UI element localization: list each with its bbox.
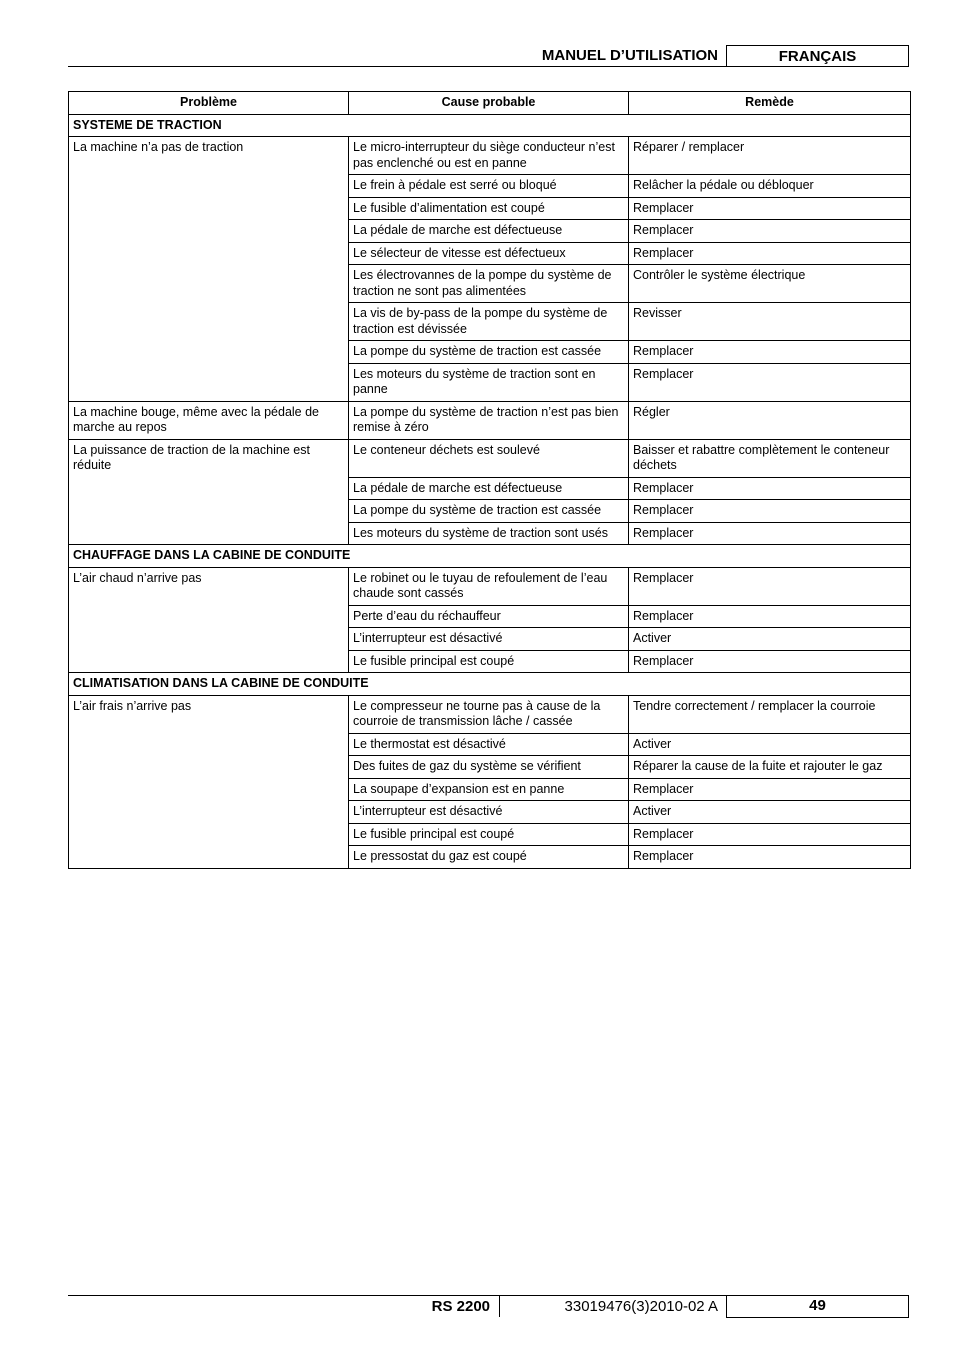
- remedy-cell: Remplacer: [629, 650, 911, 673]
- remedy-cell: Contrôler le système électrique: [629, 265, 911, 303]
- remedy-cell: Activer: [629, 733, 911, 756]
- section-row: [69, 673, 911, 696]
- problem-cell: L’air frais n’arrive pas: [69, 695, 349, 868]
- cause-cell: Des fuites de gaz du système se vérifient: [349, 756, 629, 779]
- section-row: [69, 545, 911, 568]
- cause-cell: Le fusible principal est coupé: [349, 823, 629, 846]
- page-number: 49: [726, 1296, 909, 1318]
- footer-separator: [499, 1296, 500, 1317]
- cause-cell: Le micro-interrupteur du siège conducteur n’est pas enclenché ou est en panne: [349, 137, 629, 175]
- section-row: [69, 114, 911, 137]
- remedy-cell: Réparer / remplacer: [629, 137, 911, 175]
- language-label: FRANÇAIS: [726, 45, 909, 66]
- table-header-row: [69, 92, 911, 115]
- cause-cell: La vis de by-pass de la pompe du système de traction est dévissée: [349, 303, 629, 341]
- remedy-cell: Activer: [629, 628, 911, 651]
- remedy-cell: Relâcher la pédale ou débloquer: [629, 175, 911, 198]
- cause-cell: L’interrupteur est désactivé: [349, 628, 629, 651]
- cause-cell: La pédale de marche est défectueuse: [349, 220, 629, 243]
- remedy-cell: Remplacer: [629, 605, 911, 628]
- table-row: [69, 401, 911, 439]
- remedy-cell: Remplacer: [629, 500, 911, 523]
- column-header-cause: Cause probable: [349, 92, 629, 115]
- remedy-cell: Tendre correctement / remplacer la courroie: [629, 695, 911, 733]
- header-rule: [68, 66, 909, 67]
- cause-cell: Le robinet ou le tuyau de refoulement de l’eau chaude sont cassés: [349, 567, 629, 605]
- table-row: [69, 567, 911, 605]
- remedy-cell: Remplacer: [629, 823, 911, 846]
- cause-cell: Les moteurs du système de traction sont en panne: [349, 363, 629, 401]
- section-title: SYSTEME DE TRACTION: [69, 114, 911, 137]
- remedy-cell: Régler: [629, 401, 911, 439]
- cause-cell: La pompe du système de traction n’est pas bien remise à zéro: [349, 401, 629, 439]
- cause-cell: Le fusible d’alimentation est coupé: [349, 197, 629, 220]
- cause-cell: Le pressostat du gaz est coupé: [349, 846, 629, 869]
- cause-cell: Le conteneur déchets est soulevé: [349, 439, 629, 477]
- cause-cell: La pompe du système de traction est cassée: [349, 500, 629, 523]
- column-header-remedy: Remède: [629, 92, 911, 115]
- remedy-cell: Remplacer: [629, 477, 911, 500]
- table-row: [69, 439, 911, 477]
- remedy-cell: Revisser: [629, 303, 911, 341]
- table-row: [69, 695, 911, 733]
- cause-cell: La soupape d’expansion est en panne: [349, 778, 629, 801]
- cause-cell: Les moteurs du système de traction sont usés: [349, 522, 629, 545]
- remedy-cell: Remplacer: [629, 220, 911, 243]
- cause-cell: Le sélecteur de vitesse est défectueux: [349, 242, 629, 265]
- cause-cell: Le thermostat est désactivé: [349, 733, 629, 756]
- cause-cell: Le compresseur ne tourne pas à cause de la courroie de transmission lâche / cassée: [349, 695, 629, 733]
- model-name: RS 2200: [431, 1298, 490, 1315]
- cause-cell: Perte d’eau du réchauffeur: [349, 605, 629, 628]
- problem-cell: La puissance de traction de la machine est réduite: [69, 439, 349, 545]
- remedy-cell: Remplacer: [629, 242, 911, 265]
- cause-cell: L’interrupteur est désactivé: [349, 801, 629, 824]
- table-body: [69, 114, 911, 868]
- cause-cell: Les électrovannes de la pompe du système de traction ne sont pas alimentées: [349, 265, 629, 303]
- troubleshooting-table: [68, 91, 911, 869]
- cause-cell: La pédale de marche est défectueuse: [349, 477, 629, 500]
- remedy-cell: Remplacer: [629, 846, 911, 869]
- cause-cell: Le fusible principal est coupé: [349, 650, 629, 673]
- problem-cell: La machine bouge, même avec la pédale de marche au repos: [69, 401, 349, 439]
- cause-cell: Le frein à pédale est serré ou bloqué: [349, 175, 629, 198]
- remedy-cell: Remplacer: [629, 363, 911, 401]
- remedy-cell: Activer: [629, 801, 911, 824]
- remedy-cell: Remplacer: [629, 567, 911, 605]
- table-row: [69, 137, 911, 175]
- remedy-cell: Remplacer: [629, 522, 911, 545]
- cause-cell: La pompe du système de traction est cassée: [349, 341, 629, 364]
- column-header-problem: Problème: [69, 92, 349, 115]
- problem-cell: L’air chaud n’arrive pas: [69, 567, 349, 673]
- remedy-cell: Remplacer: [629, 778, 911, 801]
- problem-cell: La machine n’a pas de traction: [69, 137, 349, 402]
- document-code: 33019476(3)2010-02 A: [564, 1298, 718, 1315]
- remedy-cell: Remplacer: [629, 197, 911, 220]
- section-title: CLIMATISATION DANS LA CABINE DE CONDUITE: [69, 673, 911, 696]
- remedy-cell: Remplacer: [629, 341, 911, 364]
- document-title: MANUEL D’UTILISATION: [541, 47, 718, 64]
- remedy-cell: Baisser et rabattre complètement le conteneur déchets: [629, 439, 911, 477]
- section-title: CHAUFFAGE DANS LA CABINE DE CONDUITE: [69, 545, 911, 568]
- remedy-cell: Réparer la cause de la fuite et rajouter le gaz: [629, 756, 911, 779]
